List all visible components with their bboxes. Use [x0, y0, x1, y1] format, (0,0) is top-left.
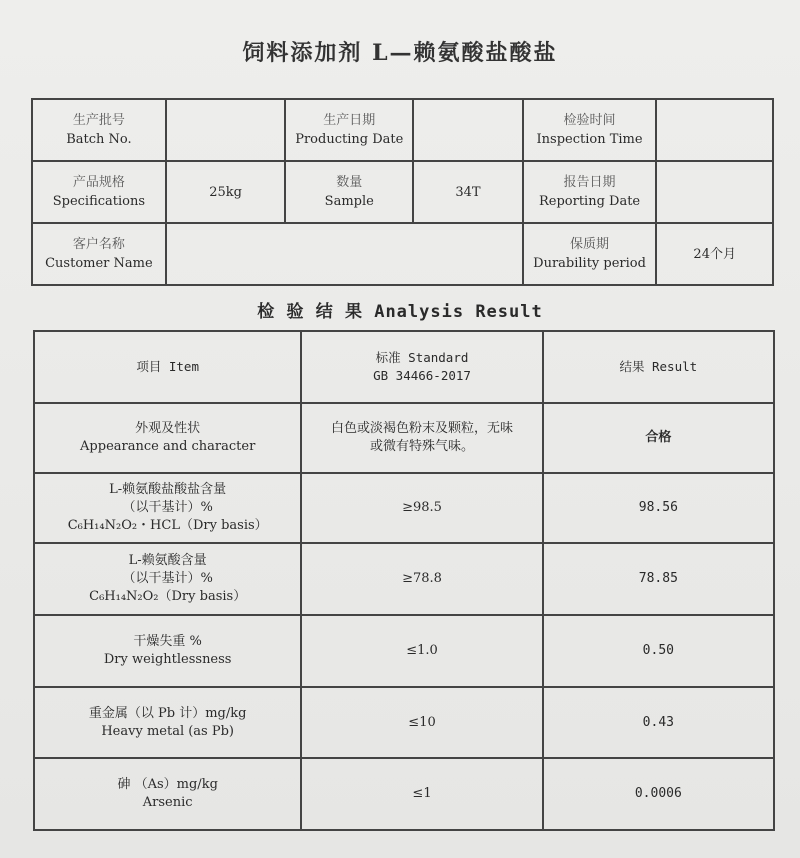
standard-cell: ≤1 [301, 758, 542, 830]
item-cell: L-赖氨酸含量 （以干基计）% C₆H₁₄N₂O₂（Dry basis） [34, 543, 301, 615]
results-header-row [34, 331, 774, 403]
result-cell: 0.50 [543, 615, 774, 687]
sample-label: 数量 Sample [285, 161, 413, 223]
customer-name-value [166, 223, 523, 285]
batch-label: 生产批号 Batch No. [32, 99, 166, 161]
header-item: 项目 Item [34, 331, 301, 403]
item-cell: 砷 （As）mg/kg Arsenic [34, 758, 301, 830]
result-cell: 0.0006 [543, 758, 774, 830]
inspection-time-label: 检验时间 Inspection Time [523, 99, 657, 161]
standard-cell: ≤1.0 [301, 615, 542, 687]
info-row [32, 161, 773, 223]
table-row [34, 473, 774, 543]
producting-date-value [413, 99, 523, 161]
specifications-value: 25kg [166, 161, 286, 223]
table-row [34, 758, 774, 830]
document-title: 饲料添加剂 L—赖氨酸盐酸盐 [242, 40, 558, 66]
reporting-date-label: 报告日期 Reporting Date [523, 161, 657, 223]
specifications-label: 产品规格 Specifications [32, 161, 166, 223]
table-row [34, 543, 774, 615]
header-standard: 标准 Standard GB 34466-2017 [301, 331, 542, 403]
table-row [34, 403, 774, 473]
info-table [31, 98, 774, 286]
sample-value: 34T [413, 161, 523, 223]
result-cell: 合格 [543, 403, 774, 473]
batch-value [166, 99, 286, 161]
table-row [34, 687, 774, 758]
standard-cell: ≥98.5 [301, 473, 542, 543]
reporting-date-value [656, 161, 773, 223]
durability-label: 保质期 Durability period [523, 223, 657, 285]
table-row [34, 615, 774, 687]
result-cell: 0.43 [543, 687, 774, 758]
result-cell: 78.85 [543, 543, 774, 615]
item-cell: L-赖氨酸盐酸盐含量 （以干基计）% C₆H₁₄N₂O₂・HCL（Dry basis） [34, 473, 301, 543]
item-cell: 外观及性状 Appearance and character [34, 403, 301, 473]
durability-value: 24个月 [656, 223, 773, 285]
customer-name-label: 客户名称 Customer Name [32, 223, 166, 285]
result-cell: 98.56 [543, 473, 774, 543]
standard-cell: ≤10 [301, 687, 542, 758]
header-result: 结果 Result [543, 331, 774, 403]
inspection-time-value [656, 99, 773, 161]
producting-date-label: 生产日期 Producting Date [285, 99, 413, 161]
item-cell: 重金属（以 Pb 计）mg/kg Heavy metal (as Pb) [34, 687, 301, 758]
section-title: 检 验 结 果 Analysis Result [257, 302, 543, 322]
info-row [32, 223, 773, 285]
info-row [32, 99, 773, 161]
standard-cell: ≥78.8 [301, 543, 542, 615]
standard-cell: 白色或淡褐色粉末及颗粒，无味 或微有特殊气味。 [301, 403, 542, 473]
item-cell: 干燥失重 % Dry weightlessness [34, 615, 301, 687]
results-table [33, 330, 775, 831]
